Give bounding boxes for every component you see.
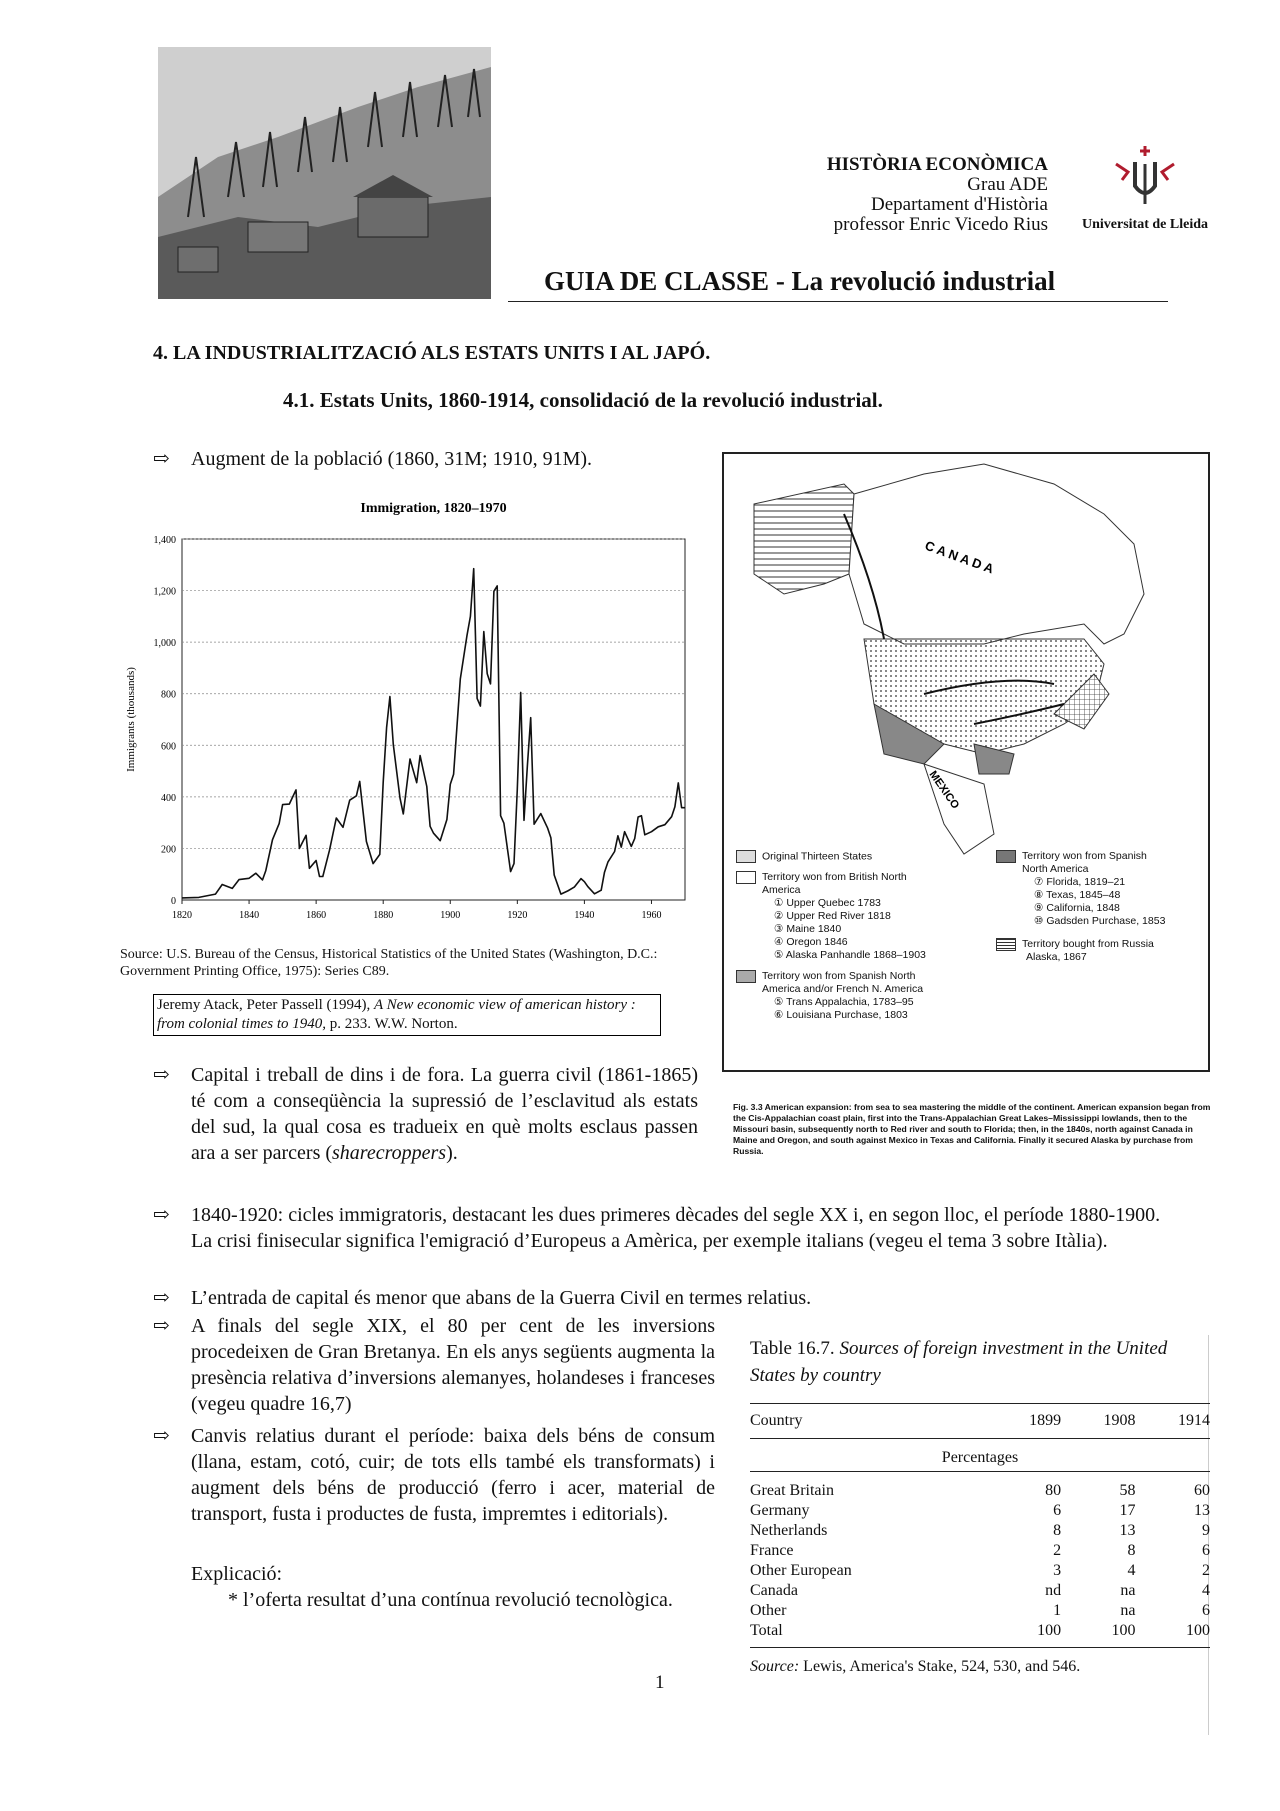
investment-table — [728, 1335, 1209, 1735]
legend-item: ⑤ Trans Appalachia, 1783–95 — [774, 996, 914, 1009]
table-cell: 6 — [1053, 1502, 1062, 1519]
legend-item: Alaska, 1867 — [1026, 951, 1087, 963]
section-subtitle: 4.1. Estats Units, 1860-1914, consolidació de la revolució industrial. — [283, 388, 883, 412]
spanish-items — [996, 876, 1196, 928]
table-subheader: Percentages — [750, 1439, 1210, 1472]
table-cell: 58 — [1119, 1482, 1136, 1499]
british-items — [736, 897, 966, 962]
swatch-icon — [736, 850, 756, 863]
guide-title: GUIA DE CLASSE - La revolució industrial — [508, 266, 1168, 302]
legend-item: ⑤ Alaska Panhandle 1868–1903 — [774, 949, 926, 962]
course-title: HISTÒRIA ECONÒMICA — [826, 154, 1048, 175]
explanation-label: Explicació: — [191, 1563, 283, 1585]
immigration-series-line — [182, 569, 685, 898]
table-row — [750, 1621, 1210, 1641]
y-tick-label: 200 — [161, 844, 176, 856]
table-body — [750, 1439, 1210, 1642]
legend-item: ⑥ Louisiana Purchase, 1803 — [774, 1009, 908, 1022]
table-row — [750, 1501, 1210, 1521]
chart-title: Immigration, 1820–1970 — [360, 501, 507, 516]
map-legend-right — [996, 850, 1196, 964]
table-cell: 13 — [1119, 1522, 1136, 1539]
legend-item: ⑩ Gadsden Purchase, 1853 — [1034, 915, 1166, 927]
x-tick-label: 1820 — [172, 910, 192, 921]
table-caption: Table 16.7. Sources of foreign investment in the United States by country — [750, 1338, 1168, 1386]
table-cell: 4 — [1202, 1582, 1210, 1599]
map-label-mexico: MEXICO — [926, 768, 962, 812]
legend-french: Territory won from Spanish North America and/or French N. America ⑤ Trans Appalachia, 1783–95 ⑥ Louisiana Purchase, 1803 — [736, 970, 966, 1022]
legend-russia: Territory bought from Russia Alaska, 1867 — [996, 938, 1196, 964]
table-header-cell: Country — [750, 1412, 803, 1429]
investment-data-table — [750, 1403, 1210, 1641]
bullet-investment-sources: ⇨ A finals del segle XIX, el 80 per cent de les inversions procedeixen de Gran Bretanya. En els anys següents augmenta la presència relativa d’inversions alemanyes, holandeses i franceses (vegeu quadre 16,7) — [153, 1315, 715, 1415]
map-legend-left — [736, 850, 966, 1022]
bullet-capital-entry: ⇨ L’entrada de capital és menor que abans de la Guerra Civil en termes relatius. — [153, 1287, 812, 1309]
book-pages: p. 233. W.W. Norton. — [329, 1016, 458, 1032]
department: Departament d'Història — [870, 194, 1048, 215]
table-cell: 6 — [1202, 1602, 1210, 1619]
legend-item: ② Upper Red River 1818 — [774, 910, 891, 923]
legend-item: ⑨ California, 1848 — [1034, 902, 1120, 914]
arrow-icon: ⇨ — [153, 448, 170, 470]
table-cell: nd — [1045, 1582, 1062, 1599]
table-cell: na — [1120, 1582, 1136, 1599]
table-header-cell: 1899 — [1029, 1412, 1062, 1429]
table-cell: 100 — [1186, 1622, 1210, 1639]
table-row — [750, 1521, 1210, 1541]
x-tick-label: 1920 — [507, 910, 528, 921]
explanation-item: * l’oferta resultat d’una contínua revolució tecnològica. — [228, 1589, 673, 1611]
chart-frame — [182, 539, 685, 900]
bullet-text: Augment de la població (1860, 31M; 1910, 91M). — [191, 448, 593, 470]
y-tick-label: 400 — [161, 792, 176, 804]
table-cell: na — [1120, 1602, 1136, 1619]
book-authors: Jeremy Atack, Peter Passell (1994), — [157, 997, 371, 1013]
y-tick-label: 1,400 — [153, 535, 176, 546]
legend-item: ① Upper Quebec 1783 — [774, 897, 881, 910]
legend-item: ③ Maine 1840 — [774, 923, 842, 936]
map-label-canada: C A N A D A — [922, 537, 996, 577]
table-cell: 13 — [1194, 1502, 1210, 1519]
swatch-icon — [996, 938, 1016, 951]
university-crest-icon — [1110, 144, 1180, 210]
professor: professor Enric Vicedo Rius — [833, 214, 1048, 235]
y-tick-label: 800 — [161, 689, 176, 701]
university-name: Universitat de Lleida — [1082, 217, 1208, 232]
table-cell: 6 — [1202, 1542, 1210, 1559]
university-logo — [1060, 144, 1230, 233]
x-tick-label: 1960 — [641, 910, 662, 921]
arrow-icon: ⇨ — [153, 1287, 170, 1309]
y-axis-label: Immigrants (thousands) — [125, 667, 137, 772]
page-number: 1 — [655, 1672, 665, 1693]
table-cell: Other European — [750, 1562, 852, 1579]
y-tick-label: 1,000 — [153, 638, 176, 650]
bullet-population — [153, 446, 713, 472]
table-header-cell: 1914 — [1178, 1412, 1210, 1429]
table-cell: 100 — [1037, 1622, 1062, 1639]
table-cell: 17 — [1119, 1502, 1136, 1519]
y-tick-label: 0 — [171, 896, 176, 907]
arrow-icon: ⇨ — [153, 1425, 170, 1447]
table-row — [750, 1581, 1210, 1601]
chart-source: Source: U.S. Bureau of the Census, Historical Statistics of the United States (Washington, D.C.: Government Printing Office, 1975): Series C89. — [120, 947, 658, 979]
bullet-relative-changes: ⇨ Canvis relatius durant el període: baixa dels béns de consum (llana, estam, cotó, cuir; de tots ells també els transformats) i augment dels béns de producció (ferro i acer, material de transport, fusta i productes de fusta, impremtes i editorials). — [153, 1425, 715, 1525]
table-cell: 4 — [1127, 1562, 1136, 1579]
table-cell: Canada — [750, 1582, 798, 1599]
x-tick-label: 1940 — [574, 910, 595, 921]
map-caption: Fig. 3.3 American expansion: from sea to sea mastering the middle of the continent. American expansion began from the Cis-Appalachian coast plain, first into the Trans-Appalachian Great Lakes–Mississippi lowlands, then to the Missouri basin, subsequently north to Red river and south to Florida; then, in the 1840s, north against Canada in Maine and Oregon, and south against Mexico in Texas and California. Finally it secured Alaska by purchase from Russia. — [733, 1102, 1211, 1156]
x-tick-label: 1860 — [306, 910, 327, 921]
table-cell: 80 — [1045, 1482, 1062, 1499]
table-cell: 9 — [1202, 1522, 1210, 1539]
arrow-icon: ⇨ — [153, 1064, 170, 1086]
degree: Grau ADE — [967, 174, 1048, 195]
x-tick-label: 1880 — [373, 910, 394, 921]
y-tick-label: 1,200 — [153, 586, 176, 598]
oil-field-photo — [158, 47, 491, 299]
y-tick-label: 600 — [161, 741, 176, 753]
x-tick-label: 1900 — [440, 910, 461, 921]
table-row — [750, 1472, 1210, 1502]
table-cell: 3 — [1053, 1562, 1062, 1579]
table-cell: 2 — [1053, 1542, 1062, 1559]
table-cell: Germany — [750, 1502, 810, 1519]
legend-item: ⑦ Florida, 1819–21 — [1034, 876, 1126, 888]
table-source: Source: Lewis, America's Stake, 524, 530, and 546. — [750, 1647, 1210, 1676]
section-title: 4. LA INDUSTRIALITZACIÓ ALS ESTATS UNITS I AL JAPÓ. — [153, 342, 711, 364]
swatch-icon — [996, 850, 1016, 863]
russia-items — [996, 951, 1196, 964]
expansion-map — [722, 452, 1210, 1072]
table-cell: 100 — [1111, 1622, 1136, 1639]
table-cell: 2 — [1202, 1562, 1210, 1579]
bullet-immigration-cycles: ⇨ 1840-1920: cicles immigratoris, destacant les dues primeres dècades del segle XX i, en segon lloc, el període 1880-1900. La crisi finisecular significa l'emigració d’Europeus a Amèrica, per exemple italians (vegeu el tema 3 sobre Itàlia). — [153, 1204, 1161, 1252]
legend-spanish: Territory won from Spanish North America ⑦ Florida, 1819–21 ⑧ Texas, 1845–48 ⑨ California, 1848 ⑩ Gadsden Purchase, 1853 — [996, 850, 1196, 928]
table-row — [750, 1541, 1210, 1561]
table-row — [750, 1601, 1210, 1621]
immigration-chart — [120, 492, 695, 960]
book-title: A New economic view of american history : from colonial times to 1940, — [157, 997, 636, 1032]
arrow-icon: ⇨ — [153, 1204, 170, 1226]
table-cell: Great Britain — [750, 1482, 834, 1499]
table-header-cell: 1908 — [1103, 1412, 1136, 1429]
bullet-capital-labour: ⇨ Capital i treball de dins i de fora. La guerra civil (1861-1865) té com a conseqüència la supressió de l’esclavitud als estats del sud, la qual cosa es tradueix en què molts esclaus passen ara a ser parcers (sharecroppers). — [153, 1064, 698, 1164]
swatch-icon — [736, 970, 756, 983]
table-cell: 8 — [1053, 1522, 1062, 1539]
table-cell: Other — [750, 1602, 787, 1619]
legend-item: ⑧ Texas, 1845–48 — [1034, 889, 1121, 901]
arrow-icon: ⇨ — [153, 1315, 170, 1337]
table-row — [750, 1561, 1210, 1581]
table-cell: 1 — [1053, 1602, 1062, 1619]
legend-item: ④ Oregon 1846 — [774, 936, 848, 949]
legend-british: Territory won from British North America ① Upper Quebec 1783 ② Upper Red River 1818 ③ Maine 1840 ④ Oregon 1846 ⑤ Alaska Panhandle 1868–1903 — [736, 871, 966, 962]
table-cell: 60 — [1194, 1482, 1210, 1499]
table-cell: Netherlands — [750, 1522, 828, 1539]
table-header-row — [750, 1404, 1210, 1439]
french-items — [736, 996, 966, 1022]
course-header — [827, 155, 1048, 235]
x-tick-label: 1840 — [239, 910, 260, 921]
table-cell: Total — [750, 1622, 783, 1639]
table-cell: France — [750, 1542, 794, 1559]
chart-svg — [120, 492, 695, 960]
book-reference — [153, 994, 661, 1036]
legend-original: Original Thirteen States — [736, 850, 966, 863]
swatch-icon — [736, 871, 756, 884]
table-cell: 8 — [1127, 1542, 1136, 1559]
